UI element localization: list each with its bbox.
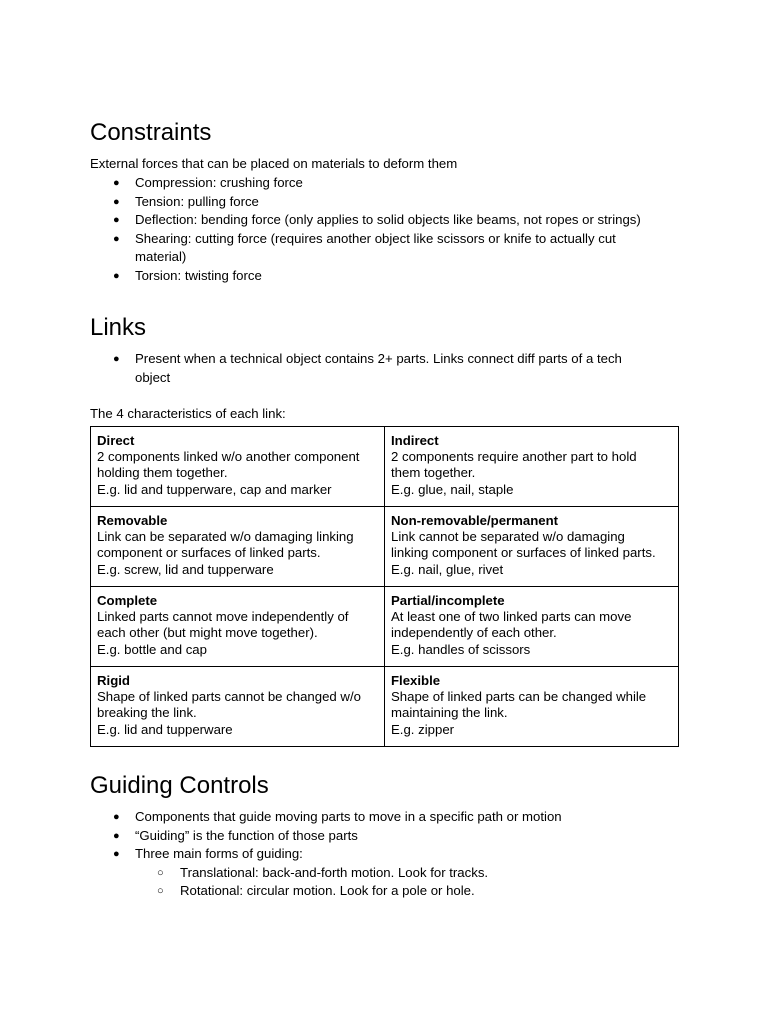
table-cell-non-removable [385, 507, 679, 587]
links-table-intro: The 4 characteristics of each link: [90, 406, 286, 421]
hollow-bullet-icon: ○ [157, 866, 164, 879]
cell-line: holding them together. [97, 465, 228, 481]
list-item [90, 211, 680, 230]
list-item [90, 230, 680, 267]
cell-line: 2 components require another part to hold [391, 449, 637, 465]
cell-line: Shape of linked parts cannot be changed w/o [97, 689, 361, 705]
table-row [91, 507, 679, 587]
guiding-sub-list [90, 864, 680, 901]
links-characteristics-table [90, 426, 679, 747]
list-item-text: Present when a technical object contains 2+ parts. Links connect diff parts of a tech [135, 351, 622, 366]
table-cell-partial [385, 587, 679, 667]
list-item-text: Tension: pulling force [135, 193, 259, 209]
cell-title: Non-removable/permanent [391, 513, 559, 528]
list-item [90, 350, 680, 387]
table-row [91, 587, 679, 667]
cell-line: Shape of linked parts can be changed while [391, 689, 647, 705]
constraints-heading: Constraints [90, 119, 212, 146]
table-cell-rigid [91, 667, 385, 747]
bullet-icon: ● [113, 353, 120, 365]
cell-line: Link cannot be separated w/o damaging [391, 529, 625, 545]
sub-list-item-text: Rotational: circular motion. Look for a pole or hole. [180, 883, 475, 898]
hollow-bullet-icon: ○ [157, 885, 164, 897]
cell-line: At least one of two linked parts can move [391, 609, 632, 625]
cell-title: Flexible [391, 673, 441, 688]
cell-line: linking component or surfaces of linked parts. [391, 545, 656, 561]
table-cell-direct [91, 427, 385, 507]
table-cell-flexible [385, 667, 679, 747]
cell-line: Link can be separated w/o damaging linking [97, 529, 354, 545]
list-item [90, 174, 680, 193]
bullet-icon: ● [113, 848, 120, 860]
table-row [91, 427, 679, 507]
list-item [90, 827, 680, 846]
sub-list-item [90, 882, 680, 901]
cell-line: E.g. glue, nail, staple [391, 481, 514, 497]
cell-title: Direct [97, 433, 135, 448]
cell-line: breaking the link. [97, 705, 197, 721]
cell-title: Partial/incomplete [391, 593, 505, 608]
cell-line: 2 components linked w/o another component [97, 449, 360, 465]
bullet-icon: ● [113, 195, 120, 208]
bullet-icon: ● [113, 269, 120, 282]
table-row [91, 667, 679, 747]
cell-line: each other (but might move together). [97, 625, 318, 641]
list-item [90, 193, 680, 212]
table-cell-removable [91, 507, 385, 587]
constraints-list [90, 174, 680, 285]
bullet-icon: ● [113, 177, 120, 189]
list-item-text: Shearing: cutting force (requires another object like scissors or knife to actually cut [135, 230, 616, 246]
cell-line: maintaining the link. [391, 705, 508, 721]
list-item-text: Deflection: bending force (only applies to solid objects like beams, not ropes or strings) [135, 212, 641, 227]
links-heading: Links [90, 314, 147, 341]
cell-line: component or surfaces of linked parts. [97, 545, 321, 561]
cell-title: Complete [97, 593, 158, 608]
bullet-icon: ● [113, 829, 120, 842]
list-item-text: “Guiding” is the function of those parts [135, 827, 358, 843]
list-item-text-continued: material) [135, 249, 187, 264]
list-item-text-continued: object [135, 369, 171, 385]
cell-line: independently of each other. [391, 625, 557, 641]
cell-line: them together. [391, 465, 476, 481]
cell-title: Removable [97, 513, 168, 528]
list-item [90, 267, 680, 286]
list-item [90, 808, 680, 827]
table-cell-indirect [385, 427, 679, 507]
bullet-icon: ● [113, 232, 120, 245]
cell-line: E.g. nail, glue, rivet [391, 561, 504, 577]
sub-list-item [90, 864, 680, 883]
bullet-icon: ● [113, 811, 120, 823]
table-cell-complete [91, 587, 385, 667]
cell-line: E.g. zipper [391, 721, 455, 737]
bullet-icon: ● [113, 214, 120, 226]
list-item-text: Components that guide moving parts to move in a specific path or motion [135, 809, 562, 824]
cell-line: E.g. bottle and cap [97, 641, 207, 657]
cell-line: Linked parts cannot move independently of [97, 609, 349, 625]
sub-list-item-text: Translational: back-and-forth motion. Look for tracks. [180, 864, 489, 880]
list-item-text: Three main forms of guiding: [135, 846, 303, 861]
cell-line: E.g. screw, lid and tupperware [97, 561, 274, 577]
links-list [90, 350, 680, 387]
list-item-text: Compression: crushing force [135, 175, 303, 190]
cell-line: E.g. lid and tupperware, cap and marker [97, 481, 332, 497]
list-item [90, 845, 680, 901]
cell-line: E.g. handles of scissors [391, 641, 531, 657]
list-item-text: Torsion: twisting force [135, 267, 262, 283]
constraints-intro: External forces that can be placed on materials to deform them [90, 156, 458, 171]
guiding-controls-heading: Guiding Controls [90, 772, 269, 799]
guiding-list [90, 808, 680, 901]
cell-title: Indirect [391, 433, 439, 448]
cell-title: Rigid [97, 673, 130, 688]
cell-line: E.g. lid and tupperware [97, 721, 233, 737]
